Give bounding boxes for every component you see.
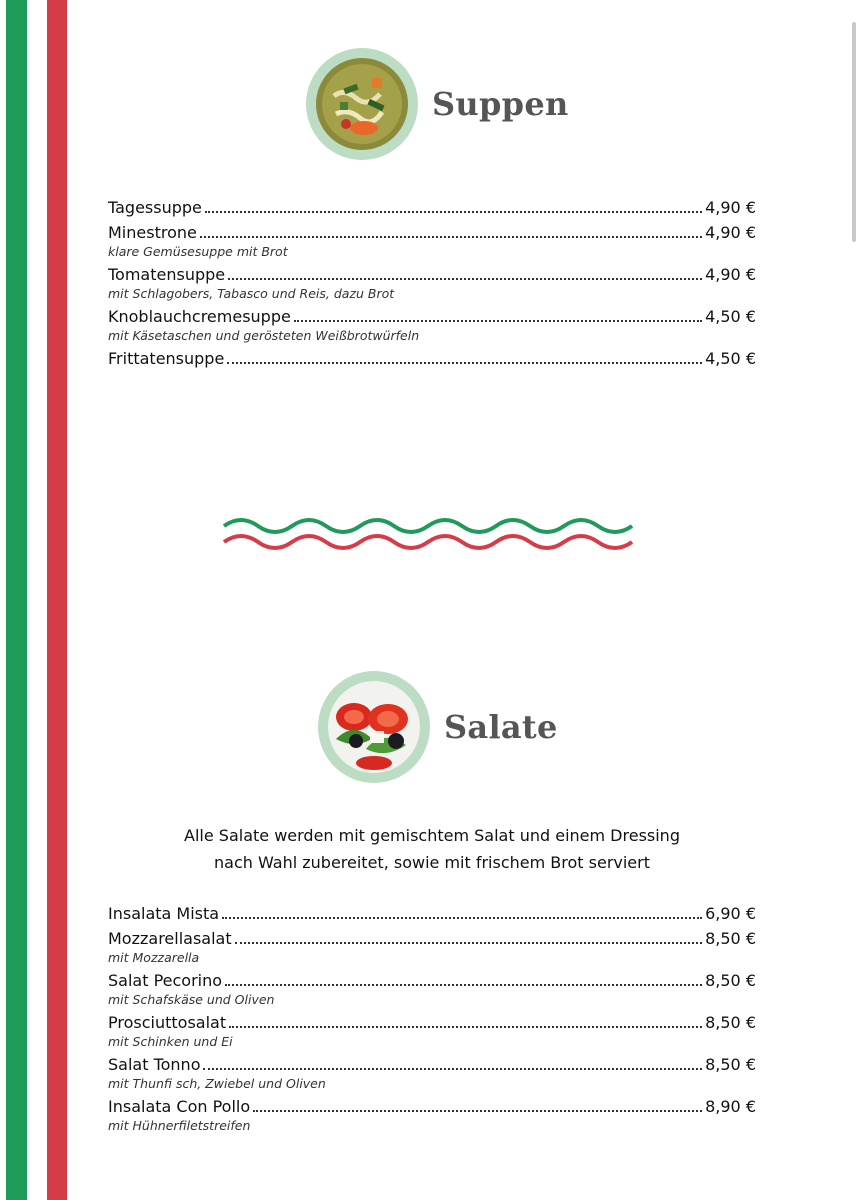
dot-leader (222, 917, 702, 919)
item-price: 8,50 € (705, 1013, 756, 1032)
dot-leader (228, 278, 702, 280)
item-name: Salat Pecorino (108, 971, 223, 990)
section-title-salads: Salate (444, 708, 558, 746)
item-price: 4,90 € (705, 265, 756, 284)
salads-menu-list (108, 904, 756, 1135)
item-price: 8,90 € (705, 1097, 756, 1116)
item-description: mit Hühnerfiletstreifen (108, 1118, 251, 1133)
dot-leader (225, 984, 702, 986)
item-name: Mozzarellasalat (108, 929, 232, 948)
menu-item (108, 1055, 756, 1093)
salads-header (318, 671, 558, 783)
item-name: Frittatensuppe (108, 349, 225, 368)
item-price: 4,50 € (705, 307, 756, 326)
item-name: Knoblauchcremesuppe (108, 307, 291, 326)
item-description: mit Schlagobers, Tabasco und Reis, dazu Brot (108, 286, 395, 301)
menu-item (108, 904, 756, 924)
dot-leader (229, 1026, 702, 1028)
menu-item (108, 198, 756, 218)
dot-leader (253, 1110, 702, 1112)
item-price: 4,90 € (705, 198, 756, 217)
item-price: 8,50 € (705, 1055, 756, 1074)
dot-leader (235, 942, 702, 944)
salad-dish-image (318, 671, 430, 783)
item-name: Insalata Mista (108, 904, 220, 923)
item-name: Tagessuppe (108, 198, 202, 217)
dot-leader (205, 211, 702, 213)
item-description: mit Käsetaschen und gerösteten Weißbrotwürfeln (108, 328, 420, 343)
menu-item (108, 1097, 756, 1135)
dot-leader (227, 362, 702, 364)
menu-item (108, 349, 756, 369)
item-name: Salat Tonno (108, 1055, 201, 1074)
menu-item (108, 1013, 756, 1051)
menu-item (108, 307, 756, 345)
soups-menu-list (108, 198, 756, 369)
item-name: Minestrone (108, 223, 197, 242)
section-title-soups: Suppen (432, 85, 569, 123)
item-description: mit Mozzarella (108, 950, 200, 965)
scrollbar[interactable] (852, 22, 856, 242)
item-name: Tomatensuppe (108, 265, 226, 284)
dot-leader (203, 1068, 702, 1070)
menu-item (108, 223, 756, 261)
dot-leader (294, 320, 702, 322)
item-price: 4,90 € (705, 223, 756, 242)
item-price: 4,50 € (705, 349, 756, 368)
flag-stripe-red (47, 0, 67, 1200)
item-description: mit Schafskäse und Oliven (108, 992, 275, 1007)
dot-leader (200, 236, 702, 238)
item-description: mit Thunfi sch, Zwiebel und Oliven (108, 1076, 326, 1091)
item-price: 8,50 € (705, 929, 756, 948)
flag-stripe-white (27, 0, 47, 1200)
menu-item (108, 265, 756, 303)
item-name: Insalata Con Pollo (108, 1097, 251, 1116)
flag-stripe-green (6, 0, 27, 1200)
menu-item (108, 929, 756, 967)
item-description: mit Schinken und Ei (108, 1034, 233, 1049)
item-price: 8,50 € (705, 971, 756, 990)
item-description: klare Gemüsesuppe mit Brot (108, 244, 288, 259)
wavy-divider (222, 514, 642, 554)
item-name: Prosciuttosalat (108, 1013, 227, 1032)
salads-intro (108, 822, 756, 876)
salads-intro-line-2: nach Wahl zubereitet, sowie mit frischem Brot serviert (214, 853, 650, 872)
soup-dish-image (306, 48, 418, 160)
salads-intro-line-1: Alle Salate werden mit gemischtem Salat und einem Dressing (184, 826, 680, 845)
item-price: 6,90 € (705, 904, 756, 923)
soups-header (306, 48, 569, 160)
menu-item (108, 971, 756, 1009)
